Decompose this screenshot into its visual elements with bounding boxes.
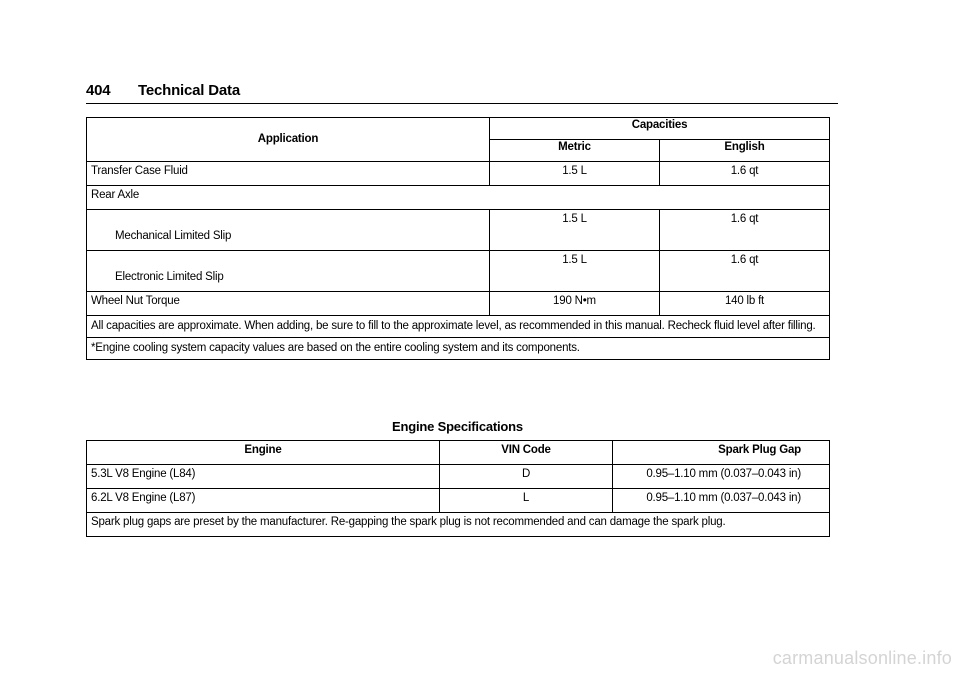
engine-specs-title: Engine Specifications bbox=[392, 419, 523, 434]
vin-header: VIN Code bbox=[440, 441, 613, 465]
table-row bbox=[87, 251, 830, 292]
cooling-system-note: *Engine cooling system capacity values are based on the entire cooling system and its components. bbox=[87, 338, 830, 360]
page-header bbox=[86, 82, 838, 104]
spark-plug-gap: 0.95–1.10 mm (0.037–0.043 in) bbox=[613, 465, 830, 489]
engine-header: Engine bbox=[87, 441, 440, 465]
engine-name: 6.2L V8 Engine (L87) bbox=[87, 489, 440, 513]
engine-name: 5.3L V8 Engine (L84) bbox=[87, 465, 440, 489]
metric-value: 1.5 L bbox=[490, 162, 660, 186]
watermark: carmanualsonline.info bbox=[772, 648, 952, 668]
metric-value: 1.5 L bbox=[562, 254, 587, 266]
page-number: 404 bbox=[86, 82, 111, 99]
english-value: 1.6 qt bbox=[730, 254, 759, 266]
english-value: 140 lb ft bbox=[660, 292, 830, 316]
table-row bbox=[87, 186, 830, 210]
row-label: Mechanical Limited Slip bbox=[115, 230, 232, 242]
table-row bbox=[87, 292, 830, 316]
row-label: Electronic Limited Slip bbox=[115, 271, 224, 283]
table-row bbox=[87, 210, 830, 251]
vin-code: L bbox=[440, 489, 613, 513]
english-header: English bbox=[660, 140, 830, 162]
capacities-table bbox=[86, 117, 830, 360]
spark-plug-note: Spark plug gaps are preset by the manufacturer. Re-gapping the spark plug is not recommended and can damage the spark plug. bbox=[87, 513, 830, 537]
table-row bbox=[87, 465, 830, 489]
engine-specs-table bbox=[86, 440, 830, 537]
row-label: Wheel Nut Torque bbox=[87, 292, 490, 316]
application-header: Application bbox=[87, 118, 490, 162]
vin-code: D bbox=[440, 465, 613, 489]
section-title: Technical Data bbox=[138, 82, 240, 99]
capacities-note: All capacities are approximate. When adding, be sure to fill to the approximate level, as recommended in this manual. Recheck fluid level after filling. bbox=[87, 316, 830, 338]
table-row bbox=[87, 489, 830, 513]
metric-value: 190 N•m bbox=[490, 292, 660, 316]
capacities-header: Capacities bbox=[490, 118, 830, 140]
table-row bbox=[87, 162, 830, 186]
metric-header: Metric bbox=[490, 140, 660, 162]
row-label: Rear Axle bbox=[87, 186, 830, 210]
english-value: 1.6 qt bbox=[730, 213, 759, 225]
spark-plug-gap-header: Spark Plug Gap bbox=[613, 441, 830, 465]
row-label: Transfer Case Fluid bbox=[87, 162, 490, 186]
metric-value: 1.5 L bbox=[562, 213, 587, 225]
english-value: 1.6 qt bbox=[660, 162, 830, 186]
spark-plug-gap: 0.95–1.10 mm (0.037–0.043 in) bbox=[613, 489, 830, 513]
